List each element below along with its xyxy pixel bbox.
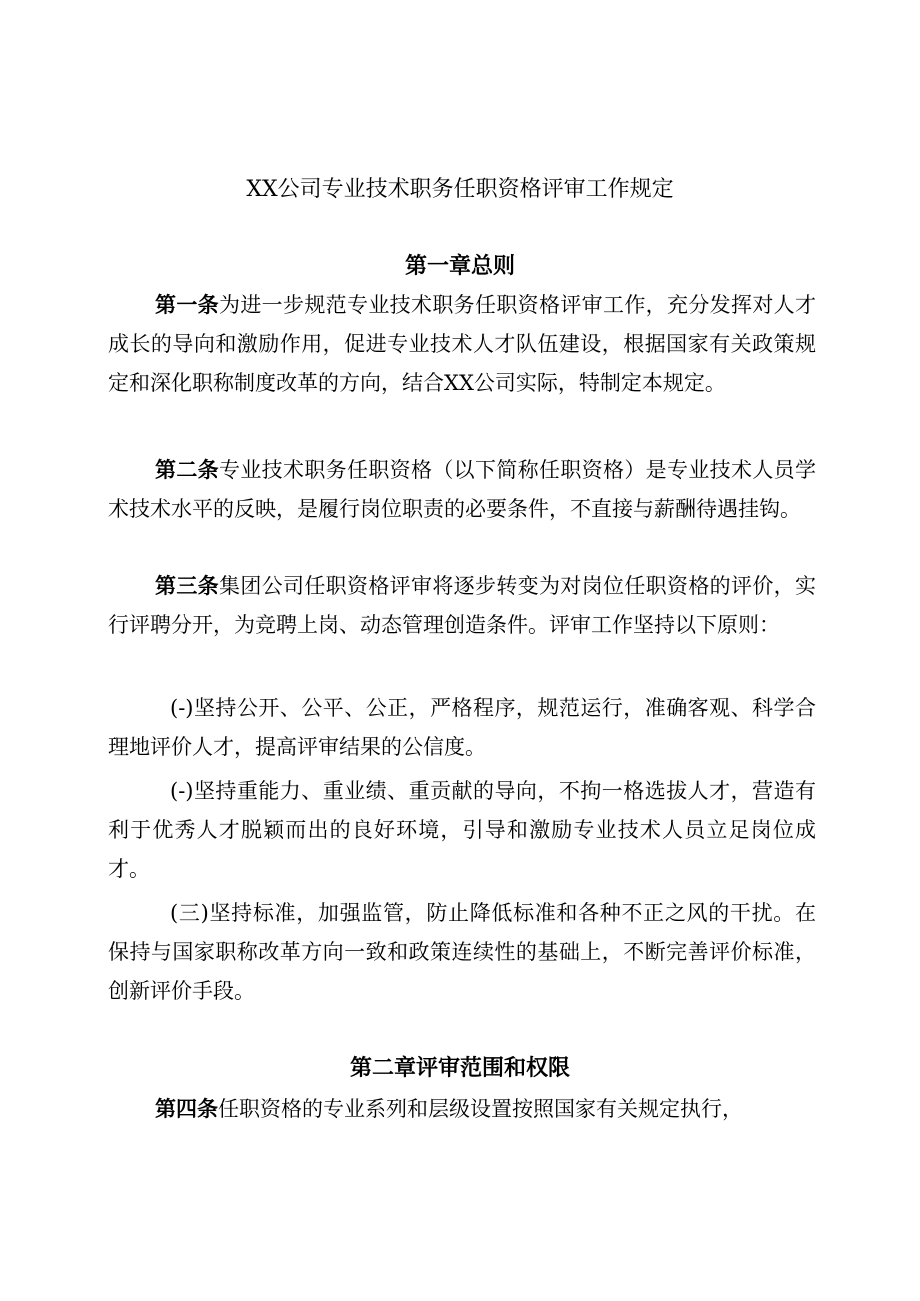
document-title: XX公司专业技术职务任职资格评审工作规定 <box>246 177 674 202</box>
article-4-text: 任职资格的专业系列和层级设置按照国家有关规定执行， <box>218 1097 743 1121</box>
article-2 <box>108 451 816 529</box>
article-2-lead: 第二条 <box>155 458 219 482</box>
article-1-lead: 第一条 <box>155 293 219 317</box>
article-2-text: 专业技术职务任职资格（以下简称任职资格）是专业技术人员学术技术水平的反映，是履行岗位职责的必要条件，不直接与薪酬待遇挂钩。 <box>108 458 816 521</box>
article-1-text: 为进一步规范专业技术职务任职资格评审工作，充分发挥对人才成长的导向和激励作用，促进专业技术人才队伍建设，根据国家有关政策规定和深化职称制度改革的方向，结合XX公司实际，特制定本规定。 <box>108 293 816 395</box>
principle-3-text: (三)坚持标准，加强监管，防止降低标准和各种不正之风的干扰。在保持与国家职称改革方向一致和政策连续性的基础上，不断完善评价标准，创新评价手段。 <box>108 901 816 1003</box>
chapter-2-heading: 第二章评审范围和权限 <box>349 1056 570 1081</box>
article-4 <box>108 1090 816 1129</box>
principle-3 <box>108 894 816 1011</box>
principle-1 <box>108 689 816 767</box>
article-1 <box>108 286 816 403</box>
article-3 <box>108 567 816 645</box>
principle-2-text: (-)坚持重能力、重业绩、重贡献的导向，不拘一格选拔人才，营造有利于优秀人才脱颖而出的良好环境，引导和激励专业技术人员立足岗位成才。 <box>108 779 816 881</box>
principle-1-text: (-)坚持公开、公平、公正，严格程序，规范运行，准确客观、科学合理地评价人才，提高评审结果的公信度。 <box>108 696 816 759</box>
article-3-text: 集团公司任职资格评审将逐步转变为对岗位任职资格的评价，实行评聘分开，为竞聘上岗、动态管理创造条件。评审工作坚持以下原则： <box>108 574 816 637</box>
article-3-lead: 第三条 <box>155 574 219 598</box>
principle-2 <box>108 772 816 889</box>
chapter-1-heading: 第一章总则 <box>404 254 515 279</box>
article-4-lead: 第四条 <box>155 1097 218 1121</box>
